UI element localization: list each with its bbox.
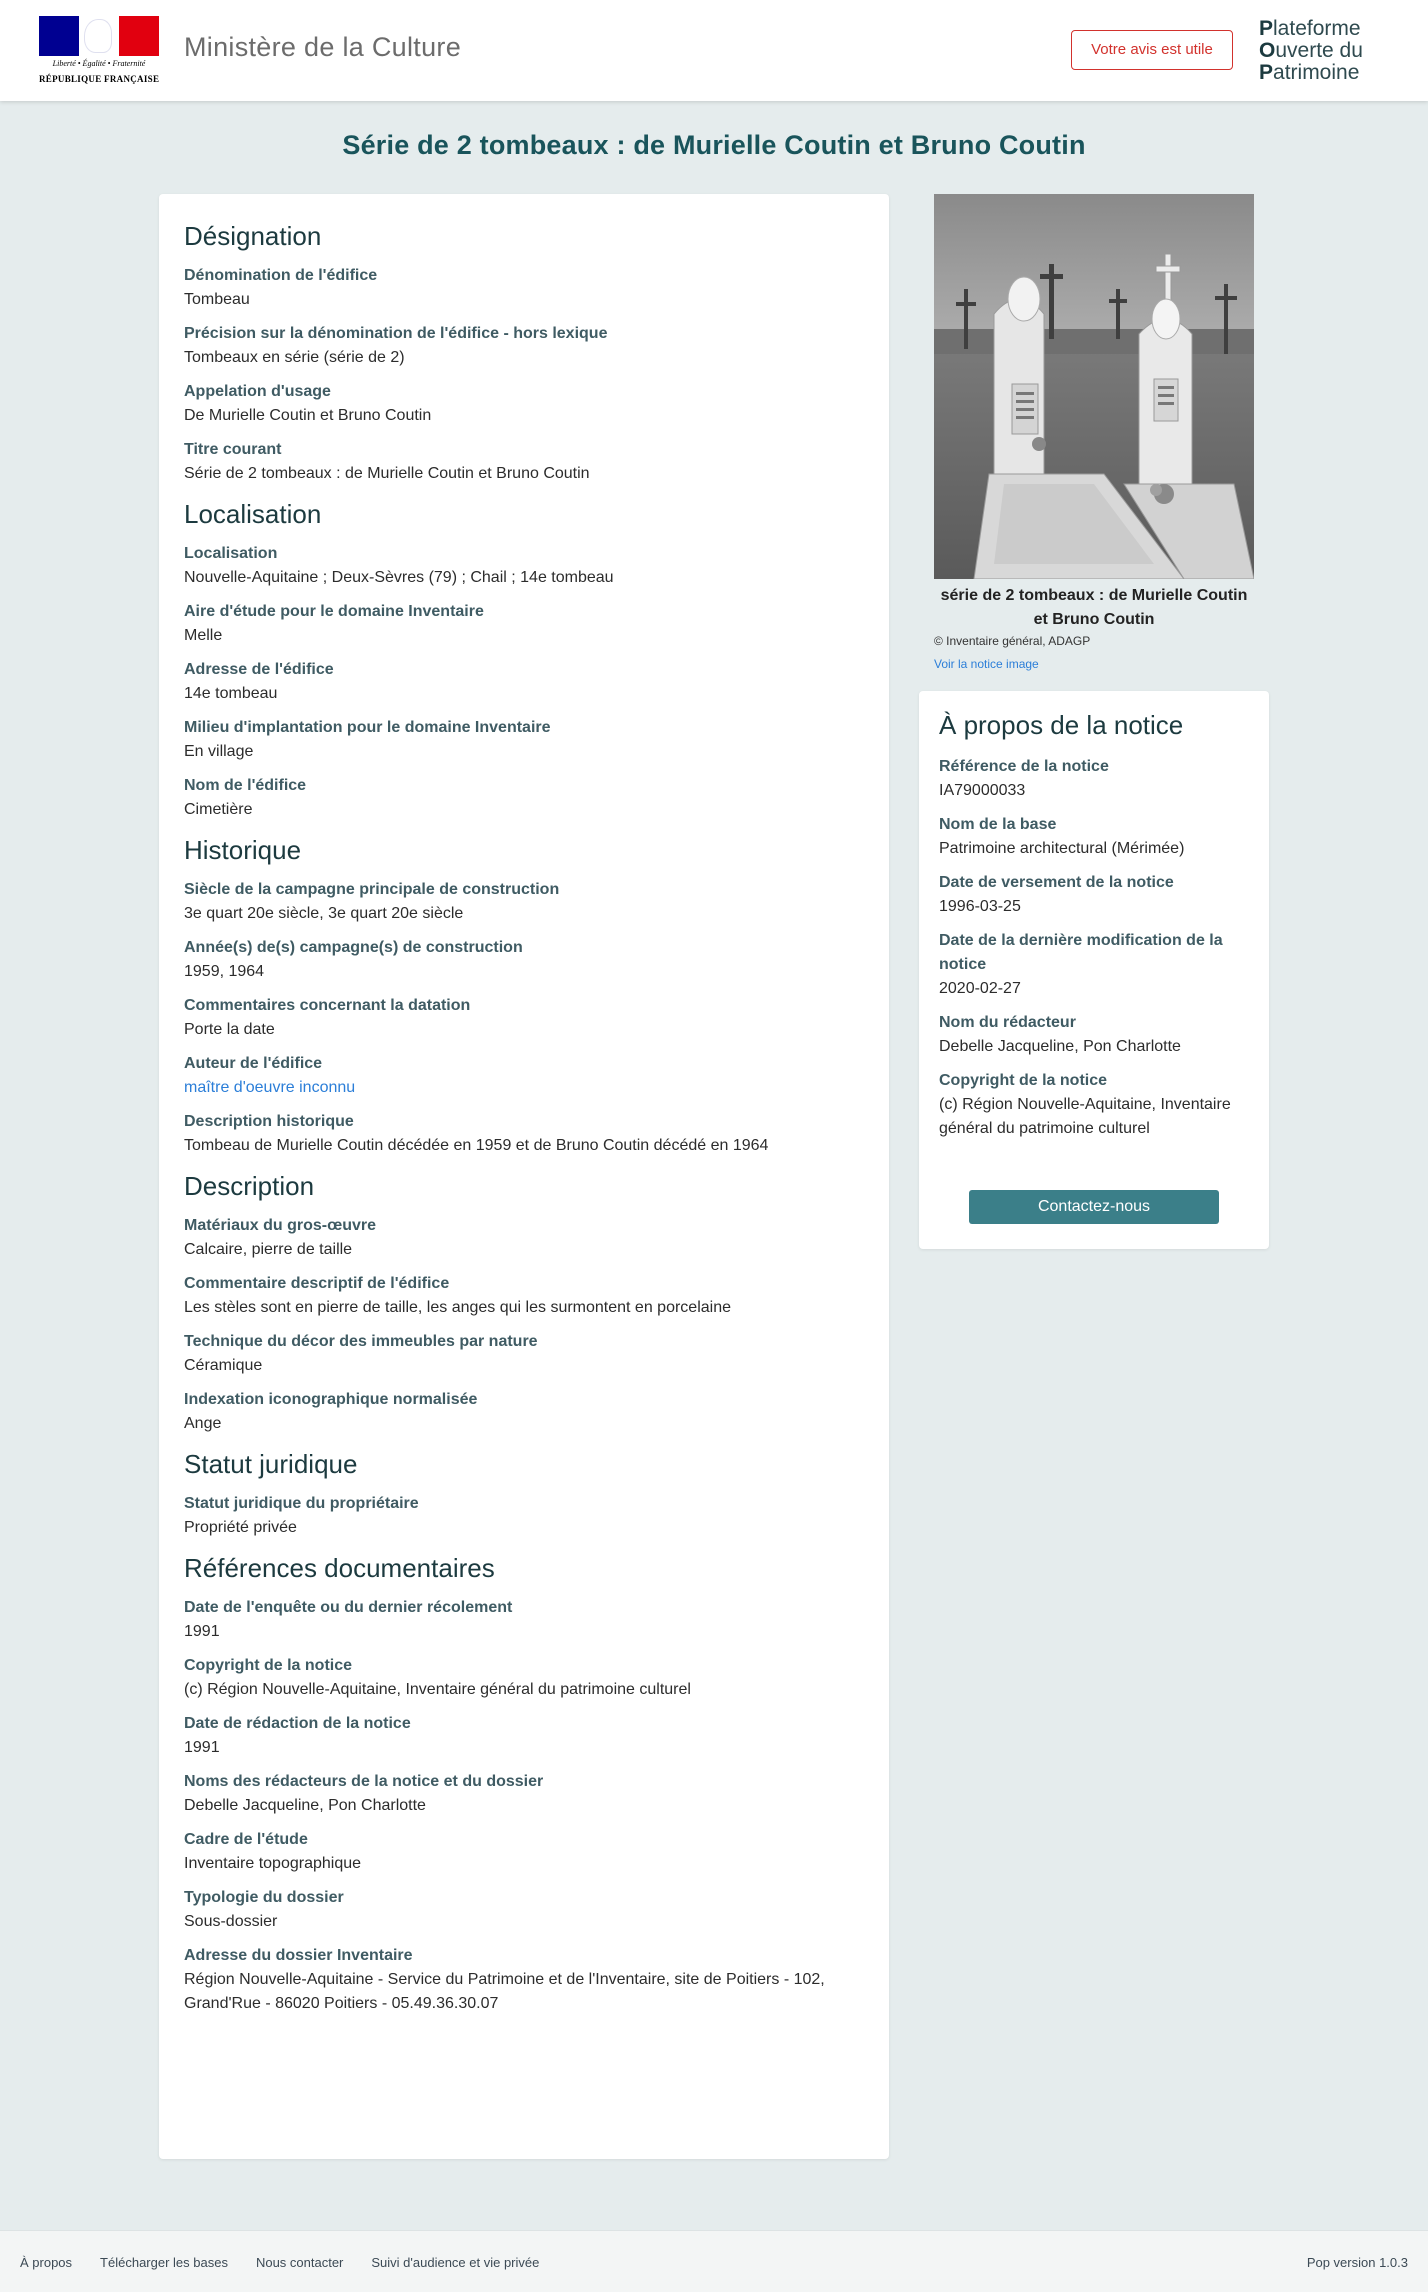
marianne-logo[interactable] xyxy=(39,16,159,88)
field-label: Commentaires concernant la datation xyxy=(184,997,471,1014)
field xyxy=(184,1828,864,1876)
pop-logo-initial-3: P xyxy=(1259,61,1274,84)
field-value: En village xyxy=(184,743,254,760)
field-value: Calcaire, pierre de taille xyxy=(184,1241,353,1258)
field xyxy=(184,1596,864,1644)
field-label: Adresse de l'édifice xyxy=(184,661,334,678)
field-label: Nom de la base xyxy=(939,816,1057,833)
footer-link[interactable]: Nous contacter xyxy=(255,2255,344,2270)
field xyxy=(184,1770,864,1818)
field xyxy=(184,1388,864,1436)
field xyxy=(184,716,864,764)
field-value: Propriété privée xyxy=(184,1519,297,1536)
field-label: Nom du rédacteur xyxy=(939,1014,1076,1031)
pop-logo-line-3: atrimoine xyxy=(1273,61,1360,84)
field xyxy=(184,600,864,648)
section-designation xyxy=(184,218,864,486)
about-field xyxy=(939,929,1251,1001)
footer-link[interactable]: À propos xyxy=(20,2255,73,2270)
field-label: Copyright de la notice xyxy=(939,1072,1108,1089)
field-value: Tombeaux en série (série de 2) xyxy=(184,349,405,366)
section-title-description: Description xyxy=(184,1171,315,1201)
section-references xyxy=(184,1550,864,2016)
footer-links xyxy=(20,2255,567,2270)
about-field xyxy=(939,1011,1251,1059)
field-value: 1959, 1964 xyxy=(184,963,265,980)
field-label: Copyright de la notice xyxy=(184,1657,353,1674)
field-label: Statut juridique du propriétaire xyxy=(184,1495,419,1512)
field xyxy=(184,658,864,706)
field-value: 3e quart 20e siècle, 3e quart 20e siècle xyxy=(184,905,464,922)
field xyxy=(184,380,864,428)
pop-logo-initial-2: O xyxy=(1259,39,1276,62)
field xyxy=(184,264,864,312)
field-label: Localisation xyxy=(184,545,278,562)
field xyxy=(184,1110,864,1158)
field-value: (c) Région Nouvelle-Aquitaine, Inventaire général du patrimoine culturel xyxy=(939,1096,1231,1137)
field xyxy=(184,1492,864,1540)
about-field xyxy=(939,755,1251,803)
about-title: À propos de la notice xyxy=(939,710,1184,740)
field-value: 1991 xyxy=(184,1739,220,1756)
notice-image-link[interactable]: Voir la notice image xyxy=(934,657,1039,671)
field-value: De Murielle Coutin et Bruno Coutin xyxy=(184,407,432,424)
field xyxy=(184,936,864,984)
field-label: Commentaire descriptif de l'édifice xyxy=(184,1275,450,1292)
field-value: Porte la date xyxy=(184,1021,275,1038)
section-description xyxy=(184,1168,864,1436)
devise-text: Liberté • Égalité • Fraternité xyxy=(52,59,146,68)
field-value: Cimetière xyxy=(184,801,253,818)
field xyxy=(184,1654,864,1702)
section-statut xyxy=(184,1446,864,1540)
section-title-designation: Désignation xyxy=(184,221,322,251)
footer-version: Pop version 1.0.3 xyxy=(1306,2255,1408,2270)
page-title: Série de 2 tombeaux : de Murielle Coutin et Bruno Coutin xyxy=(342,130,1086,160)
field-label: Aire d'étude pour le domaine Inventaire xyxy=(184,603,484,620)
field xyxy=(184,1052,864,1100)
field-value: 14e tombeau xyxy=(184,685,278,702)
section-title-references: Références documentaires xyxy=(184,1553,495,1583)
pop-logo-initial-1: P xyxy=(1259,17,1274,40)
field xyxy=(184,1330,864,1378)
section-localisation xyxy=(184,496,864,822)
feedback-button[interactable]: Votre avis est utile xyxy=(1071,30,1233,70)
field xyxy=(184,438,864,486)
field-value: Céramique xyxy=(184,1357,263,1374)
field-value: Tombeau de Murielle Coutin décédée en 1959 et de Bruno Coutin décédé en 1964 xyxy=(184,1137,769,1154)
section-historique xyxy=(184,832,864,1158)
field-label: Date de l'enquête ou du dernier récolement xyxy=(184,1599,513,1616)
field-value: Debelle Jacqueline, Pon Charlotte xyxy=(939,1038,1181,1055)
tomb-photo-image xyxy=(934,194,1254,579)
field-value: 1991 xyxy=(184,1623,220,1640)
author-link[interactable]: maître d'oeuvre inconnu xyxy=(184,1079,356,1096)
about-notice-card xyxy=(919,691,1269,1249)
field xyxy=(184,1272,864,1320)
notice-main-card xyxy=(159,194,889,2159)
about-notice-content xyxy=(939,707,1251,1151)
field-label: Précision sur la dénomination de l'édifice - hors lexique xyxy=(184,325,608,342)
site-header xyxy=(0,0,1428,101)
field-value: (c) Région Nouvelle-Aquitaine, Inventaire général du patrimoine culturel xyxy=(184,1681,691,1698)
field-value: Inventaire topographique xyxy=(184,1855,362,1872)
field-value: Région Nouvelle-Aquitaine - Service du Patrimoine et de l'Inventaire, site de Poitiers - 102, Grand'Rue - 86020 Poitiers - 05.49.36.30.07 xyxy=(184,1971,825,2012)
field-label: Année(s) de(s) campagne(s) de construction xyxy=(184,939,523,956)
pop-logo-line-1: lateforme xyxy=(1273,17,1361,40)
about-field xyxy=(939,1069,1251,1141)
about-field xyxy=(939,813,1251,861)
field-value: Les stèles sont en pierre de taille, les anges qui les surmontent en porcelaine xyxy=(184,1299,731,1316)
field-value: Debelle Jacqueline, Pon Charlotte xyxy=(184,1797,426,1814)
field-label: Typologie du dossier xyxy=(184,1889,344,1906)
field-label: Date de rédaction de la notice xyxy=(184,1715,411,1732)
field-label: Dénomination de l'édifice xyxy=(184,267,378,284)
field-label: Milieu d'implantation pour le domaine Inventaire xyxy=(184,719,551,736)
photo-caption: série de 2 tombeaux : de Murielle Coutin et Bruno Coutin xyxy=(940,587,1248,628)
section-title-historique: Historique xyxy=(184,835,302,865)
field xyxy=(184,1214,864,1262)
notice-content xyxy=(184,218,864,2026)
field xyxy=(184,878,864,926)
field-value: Patrimoine architectural (Mérimée) xyxy=(939,840,1185,857)
contact-button[interactable]: Contactez-nous xyxy=(969,1190,1219,1224)
field-label: Technique du décor des immeubles par nature xyxy=(184,1333,538,1350)
marianne-profile-icon xyxy=(85,20,111,52)
field xyxy=(184,1944,864,2016)
section-title-localisation: Localisation xyxy=(184,499,322,529)
field-label: Référence de la notice xyxy=(939,758,1109,775)
field-value: Série de 2 tombeaux : de Murielle Coutin et Bruno Coutin xyxy=(184,465,590,482)
field-label: Date de versement de la notice xyxy=(939,874,1174,891)
field-label: Matériaux du gros-œuvre xyxy=(184,1217,377,1234)
field xyxy=(184,542,864,590)
field-value: Nouvelle-Aquitaine ; Deux-Sèvres (79) ; Chail ; 14e tombeau xyxy=(184,569,614,586)
field-label: Adresse du dossier Inventaire xyxy=(184,1947,413,1964)
field-value: Melle xyxy=(184,627,223,644)
section-title-statut: Statut juridique xyxy=(184,1449,358,1479)
field-value: 1996-03-25 xyxy=(939,898,1021,915)
field-value: 2020-02-27 xyxy=(939,980,1021,997)
field-label: Nom de l'édifice xyxy=(184,777,307,794)
field-label: Appelation d'usage xyxy=(184,383,331,400)
field-label: Siècle de la campagne principale de construction xyxy=(184,881,560,898)
field-value: Sous-dossier xyxy=(184,1913,278,1930)
footer-link[interactable]: Suivi d'audience et vie privée xyxy=(371,2255,540,2270)
field-value: IA79000033 xyxy=(939,782,1026,799)
ministere-title[interactable]: Ministère de la Culture xyxy=(184,32,462,62)
field xyxy=(184,1886,864,1934)
field-value: Ange xyxy=(184,1415,222,1432)
photo-copyright: © Inventaire général, ADAGP xyxy=(934,634,1091,648)
notice-photo[interactable] xyxy=(934,194,1254,579)
field xyxy=(184,994,864,1042)
site-footer xyxy=(0,2230,1428,2292)
field-value: Tombeau xyxy=(184,291,250,308)
field-label: Indexation iconographique normalisée xyxy=(184,1391,478,1408)
field-label: Description historique xyxy=(184,1113,354,1130)
field xyxy=(184,322,864,370)
footer-link[interactable]: Télécharger les bases xyxy=(100,2255,228,2270)
field-label: Auteur de l'édifice xyxy=(184,1055,323,1072)
pop-logo[interactable] xyxy=(1259,18,1399,84)
field-label: Date de la dernière modification de la notice xyxy=(939,932,1223,973)
field-label: Noms des rédacteurs de la notice et du dossier xyxy=(184,1773,544,1790)
pop-logo-line-2: uverte du xyxy=(1275,39,1363,62)
field xyxy=(184,1712,864,1760)
about-field xyxy=(939,871,1251,919)
field xyxy=(184,774,864,822)
field-label: Cadre de l'étude xyxy=(184,1831,308,1848)
republique-francaise-text: RÉPUBLIQUE FRANÇAISE xyxy=(39,74,160,84)
field-label: Titre courant xyxy=(184,441,282,458)
